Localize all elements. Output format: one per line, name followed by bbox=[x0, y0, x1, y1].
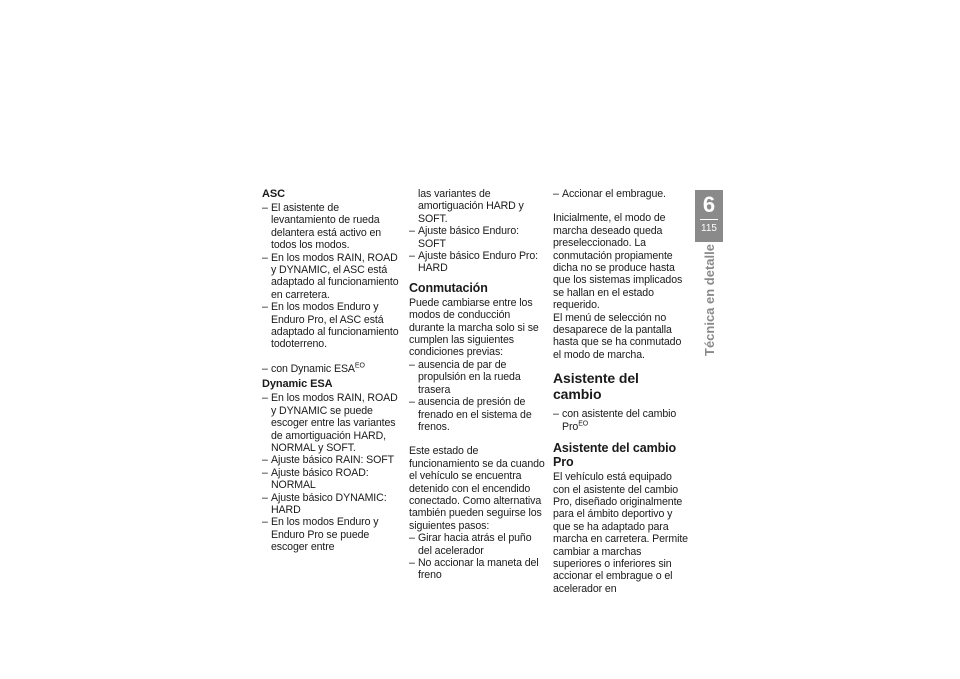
paragraph: Inicialmente, el modo de marcha deseado queda preseleccionado. La conmutación propiamente dicha no se produce hasta que los sistemas implicados se hallan en el estado requerido. bbox=[553, 212, 683, 312]
option-label: con asistente del cambio Pro bbox=[562, 408, 677, 433]
asc-list bbox=[262, 202, 404, 351]
list-item: – En los modos RAIN, ROAD y DYNAMIC, el ASC está adaptado al funcionamiento en carretera. bbox=[262, 252, 404, 302]
pro-text: El vehículo está equipado con el asistente del cambio Pro, diseñado originalmente para el ámbito deportivo y que se ha adaptado para marcha en carretera. Permite cambiar a marchas superiores o inferiores sin accionar el embrague o el acelerador en bbox=[553, 471, 688, 595]
shift-assistant-heading: Asistente del cambio bbox=[553, 370, 639, 403]
continued-item: las variantes de amortiguación HARD y SOFT. bbox=[418, 188, 524, 225]
conditions-list bbox=[409, 359, 547, 433]
column-1 bbox=[262, 188, 404, 554]
dynamic-esa-option bbox=[262, 363, 404, 375]
asc-heading: ASC bbox=[262, 188, 285, 200]
list-item bbox=[262, 363, 404, 375]
column-3 bbox=[553, 188, 691, 595]
side-title-wrap bbox=[700, 244, 720, 384]
esa-list bbox=[262, 392, 404, 553]
list-item: – ausencia de par de propulsión en la rueda trasera bbox=[409, 359, 547, 396]
list-item: – ausencia de presión de frenado en el sistema de frenos. bbox=[409, 396, 547, 433]
esa-heading: Dynamic ESA bbox=[262, 378, 333, 391]
option-superscript: EO bbox=[578, 420, 589, 428]
clutch-step bbox=[553, 188, 691, 200]
side-chapter-title: Técnica en detalle bbox=[702, 244, 717, 356]
list-item: – Ajuste básico RAIN: SOFT bbox=[262, 454, 404, 466]
conmutacion-text: Puede cambiarse entre los modos de conducción durante la marcha solo si se cumplen las siguientes condiciones previas: bbox=[409, 296, 539, 359]
option-label: con Dynamic ESA bbox=[271, 362, 355, 375]
list-item: – Accionar el embrague. bbox=[553, 188, 691, 200]
list-item: – En los modos RAIN, ROAD y DYNAMIC se puede escoger entre las variantes de amortiguación HARD, NORMAL y SOFT. bbox=[262, 392, 404, 454]
list-item: – El asistente de levantamiento de rueda delantera está activo en todos los modos. bbox=[262, 202, 404, 252]
chapter-number: 6 bbox=[702, 192, 716, 217]
list-item: – Ajuste básico ROAD: NORMAL bbox=[262, 467, 404, 492]
page-number: 115 bbox=[701, 223, 717, 234]
shift-assistant-pro-heading: Asistente del cambio Pro bbox=[553, 441, 677, 470]
chapter-tab bbox=[695, 190, 723, 242]
paragraph: El menú de selección no desaparece de la pantalla hasta que se ha conmutado el modo de marcha. bbox=[553, 311, 682, 361]
list-item: – No accionar la maneta del freno bbox=[409, 557, 547, 582]
enduro-list bbox=[409, 225, 547, 275]
stopped-text: Este estado de funcionamiento se da cuando el vehículo se encuentra detenido con el encendido conectado. Como alternativa también pueden seguirse los siguientes pasos: bbox=[409, 445, 545, 532]
list-item bbox=[553, 408, 691, 433]
list-item: – En los modos Enduro y Enduro Pro, el ASC está adaptado al funcionamiento todoterreno. bbox=[262, 301, 404, 351]
option-superscript: EO bbox=[354, 362, 365, 370]
list-item: – Ajuste básico Enduro: SOFT bbox=[409, 225, 547, 250]
list-item: – En los modos Enduro y Enduro Pro se puede escoger entre bbox=[262, 516, 404, 553]
steps-list bbox=[409, 532, 547, 582]
list-item: – Ajuste básico DYNAMIC: HARD bbox=[262, 492, 404, 517]
shift-option bbox=[553, 408, 691, 433]
conmutacion-heading: Conmutación bbox=[409, 280, 488, 295]
list-item: – Ajuste básico Enduro Pro: HARD bbox=[409, 250, 547, 275]
column-2 bbox=[409, 188, 547, 582]
tab-divider bbox=[700, 219, 718, 220]
list-item: – Girar hacia atrás el puño del acelerador bbox=[409, 532, 547, 557]
